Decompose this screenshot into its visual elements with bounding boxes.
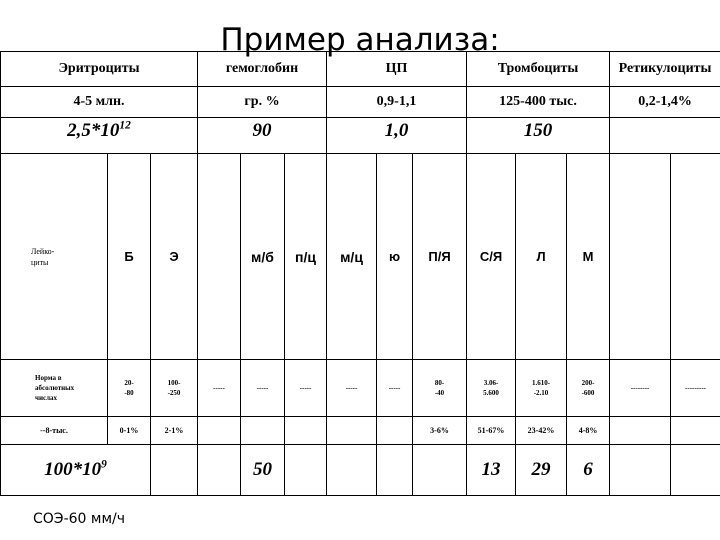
abs-norm-cell: ----- — [377, 360, 413, 417]
lk-value-cell — [285, 445, 327, 496]
norm-platelets: 125-400 тыс. — [467, 87, 610, 118]
lk-header-empty-2 — [610, 154, 671, 360]
header-reticulocytes: Ретикулоциты — [610, 52, 720, 87]
leukocyte-label: Лейко- циты — [1, 154, 108, 360]
norm-erythrocytes: 4-5 млн. — [1, 87, 198, 118]
lk-header-l: Л — [516, 154, 567, 360]
lk-value-cell — [610, 445, 671, 496]
lk-header-sya: С/Я — [467, 154, 516, 360]
pct-norm-cell: 23-42% — [516, 417, 567, 445]
lk-value-l: 29 — [516, 445, 567, 496]
pct-norm-cell — [198, 417, 241, 445]
esr-note: СОЭ-60 мм/ч — [33, 511, 125, 527]
lk-value-cell — [377, 445, 413, 496]
leukocyte-total-exponent: 9 — [101, 458, 107, 471]
value-erythrocytes-exponent: 12 — [119, 119, 131, 132]
norm-hemoglobin: гр. % — [198, 87, 327, 118]
lk-header-mc: м/ц — [327, 154, 377, 360]
value-reticulocytes — [610, 118, 720, 154]
lk-value-sya: 13 — [467, 445, 516, 496]
pct-norm-row — [1, 417, 720, 445]
lk-header-mb: м/б — [241, 154, 285, 360]
abs-norm-row — [1, 360, 720, 417]
value-hemoglobin: 90 — [198, 118, 327, 154]
lk-header-yu: ю — [377, 154, 413, 360]
lk-header-pya: П/Я — [413, 154, 467, 360]
pct-norm-cell: 3-6% — [413, 417, 467, 445]
blood-analysis-table — [0, 51, 720, 496]
lk-header-b: Б — [108, 154, 151, 360]
lk-value-cell — [671, 445, 720, 496]
lk-header-e: Э — [151, 154, 198, 360]
header-color-index: ЦП — [327, 52, 467, 87]
lk-value-cell — [327, 445, 377, 496]
abs-norm-cell: 80- -40 — [413, 360, 467, 417]
pct-norm-cell — [241, 417, 285, 445]
header-platelets: Тромбоциты — [467, 52, 610, 87]
lk-value-mb: 50 — [241, 445, 285, 496]
abs-norm-cell: 100- -250 — [151, 360, 198, 417]
abs-norm-cell: --------- — [671, 360, 720, 417]
abs-norm-cell: 200- -600 — [567, 360, 610, 417]
pct-norm-cell: 4-8% — [567, 417, 610, 445]
abs-norm-cell: -------- — [610, 360, 671, 417]
lk-value-cell — [151, 445, 198, 496]
abs-norm-cell: ----- — [198, 360, 241, 417]
lk-header-pc: п/ц — [285, 154, 327, 360]
lk-value-cell — [413, 445, 467, 496]
pct-norm-label: --8-тыс. — [1, 417, 108, 445]
norm-reticulocytes: 0,2-1,4% — [610, 87, 720, 118]
header-row — [1, 52, 720, 87]
value-platelets: 150 — [467, 118, 610, 154]
abs-norm-cell: ----- — [285, 360, 327, 417]
lk-value-cell — [198, 445, 241, 496]
abs-norm-cell: 1.610- -2.10 — [516, 360, 567, 417]
abs-norm-cell: 20- -80 — [108, 360, 151, 417]
value-erythrocytes-base: 2,5*10 — [67, 120, 120, 141]
lk-header-empty-3 — [671, 154, 720, 360]
slide-title: Пример анализа: — [220, 22, 500, 58]
pct-norm-cell: 0-1% — [108, 417, 151, 445]
norm-color-index: 0,9-1,1 — [327, 87, 467, 118]
leukocyte-total — [1, 445, 151, 496]
pct-norm-cell: 51-67% — [467, 417, 516, 445]
pct-norm-cell — [377, 417, 413, 445]
pct-norm-cell — [610, 417, 671, 445]
value-row — [1, 118, 720, 154]
leukocyte-value-row — [1, 445, 720, 496]
leukocyte-total-base: 100*10 — [44, 459, 102, 480]
leukocyte-header-row — [1, 154, 720, 360]
lk-value-m: 6 — [567, 445, 610, 496]
pct-norm-cell — [327, 417, 377, 445]
abs-norm-cell: ----- — [327, 360, 377, 417]
header-erythrocytes: Эритроциты — [1, 52, 198, 87]
value-erythrocytes — [1, 118, 198, 154]
abs-norm-label: Норма в абсолютных числах — [1, 360, 108, 417]
lk-header-empty-1 — [198, 154, 241, 360]
norm-row — [1, 87, 720, 118]
header-hemoglobin: гемоглобин — [198, 52, 327, 87]
abs-norm-cell: 3.06- 5.600 — [467, 360, 516, 417]
pct-norm-cell — [285, 417, 327, 445]
lk-header-m: М — [567, 154, 610, 360]
abs-norm-cell: ----- — [241, 360, 285, 417]
value-color-index: 1,0 — [327, 118, 467, 154]
pct-norm-cell — [671, 417, 720, 445]
pct-norm-cell: 2-1% — [151, 417, 198, 445]
